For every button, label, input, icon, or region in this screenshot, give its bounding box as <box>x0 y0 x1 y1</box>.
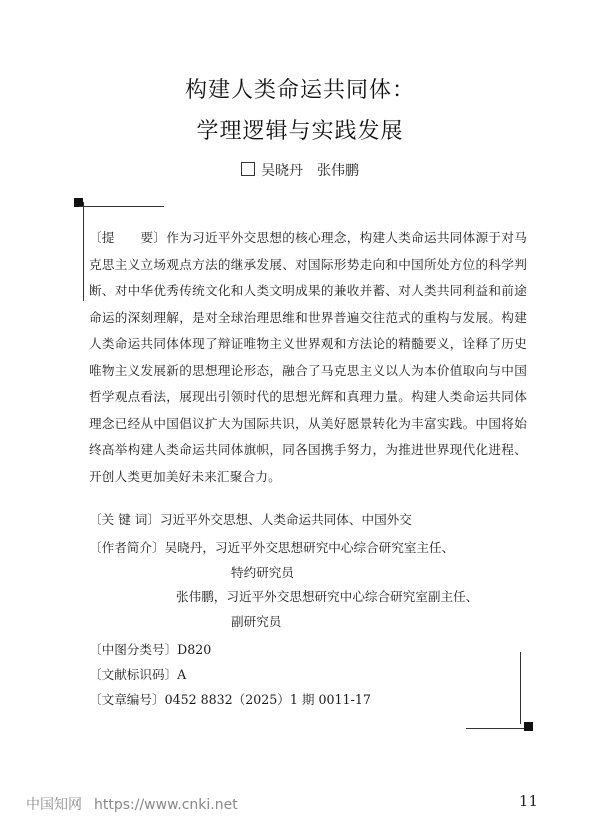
frame-line <box>79 206 164 207</box>
abstract-label: 〔提 要〕 <box>89 230 167 245</box>
author-intro-name: 张伟鹏， <box>176 589 227 604</box>
keywords-text: 习近平外交思想、人类命运共同体、中国外交 <box>159 512 412 527</box>
classification-row <box>89 639 211 658</box>
keywords-label: 〔关 键 词〕 <box>89 512 160 527</box>
author-intro-position: 习近平外交思想研究中心综合研究室副主任、 <box>226 589 479 604</box>
author-line <box>0 160 600 180</box>
corner-square-mark <box>524 722 533 731</box>
author-intro-row <box>176 586 478 605</box>
doc-code-value: A <box>177 667 187 682</box>
source-url[interactable]: https://www.cnki.net <box>94 797 238 813</box>
author-name: 张伟鹏 <box>317 163 359 179</box>
article-number-row <box>89 689 371 708</box>
page-number: 11 <box>518 792 538 810</box>
frame-line <box>466 728 528 729</box>
abstract <box>89 225 527 490</box>
classification-label: 〔中图分类号〕 <box>89 642 178 657</box>
frame-line <box>83 202 84 301</box>
author-intro-position: 习近平外交思想研究中心综合研究室主任、 <box>214 540 455 555</box>
doc-code-row <box>89 664 186 683</box>
author-intro-label: 〔作者简介〕 <box>89 540 165 555</box>
source-name: 中国知网 <box>26 797 82 813</box>
author-intro-position: 特约研究员 <box>231 565 294 580</box>
keywords-row <box>89 509 412 528</box>
author-intro-name: 吴晓丹， <box>164 540 215 555</box>
frame-line <box>520 652 521 724</box>
article-title-line1: 构建人类命运共同体： <box>184 78 415 103</box>
article-title-line2: 学理逻辑与实践发展 <box>196 119 404 144</box>
author-intro-position: 副研究员 <box>231 614 282 629</box>
author-name: 吴晓丹 <box>261 163 303 179</box>
square-icon <box>241 162 255 176</box>
author-intro-row <box>89 537 454 556</box>
article-number-value: 0452 8832（2025）1 期 0011-17 <box>164 692 371 707</box>
classification-value: D820 <box>177 642 212 657</box>
article-number-label: 〔文章编号〕 <box>89 692 165 707</box>
footer-source <box>26 794 238 814</box>
abstract-text: 作为习近平外交思想的核心理念，构建人类命运共同体源于对马克思主义立场观点方法的继承发展、对国际形势走向和中国所处方位的科学判断、对中华优秀传统文化和人类文明成果的兼收并蓄、对人类共同利益和前途命运的深刻理解，是对全球治理思维和世界普遍交往范式的重构与发展。构建人类命运共同体体现了辩证唯物主义世界观和方法论的精髓要义，诠释了历史唯物主义发展新的思想理论形态，融合了马克思主义以人为本价值取向与中国哲学观点看法，展现出引领时代的思想光辉和真理力量。构建人类命运共同体理念已经从中国倡议扩大为国际共识，从美好愿景转化为丰富实践。中国将始终高举构建人类命运共同体旗帜，同各国携手努力，为推进世界现代化进程、开创人类更加美好未来汇聚合力。 <box>89 230 527 484</box>
doc-code-label: 〔文献标识码〕 <box>89 667 178 682</box>
